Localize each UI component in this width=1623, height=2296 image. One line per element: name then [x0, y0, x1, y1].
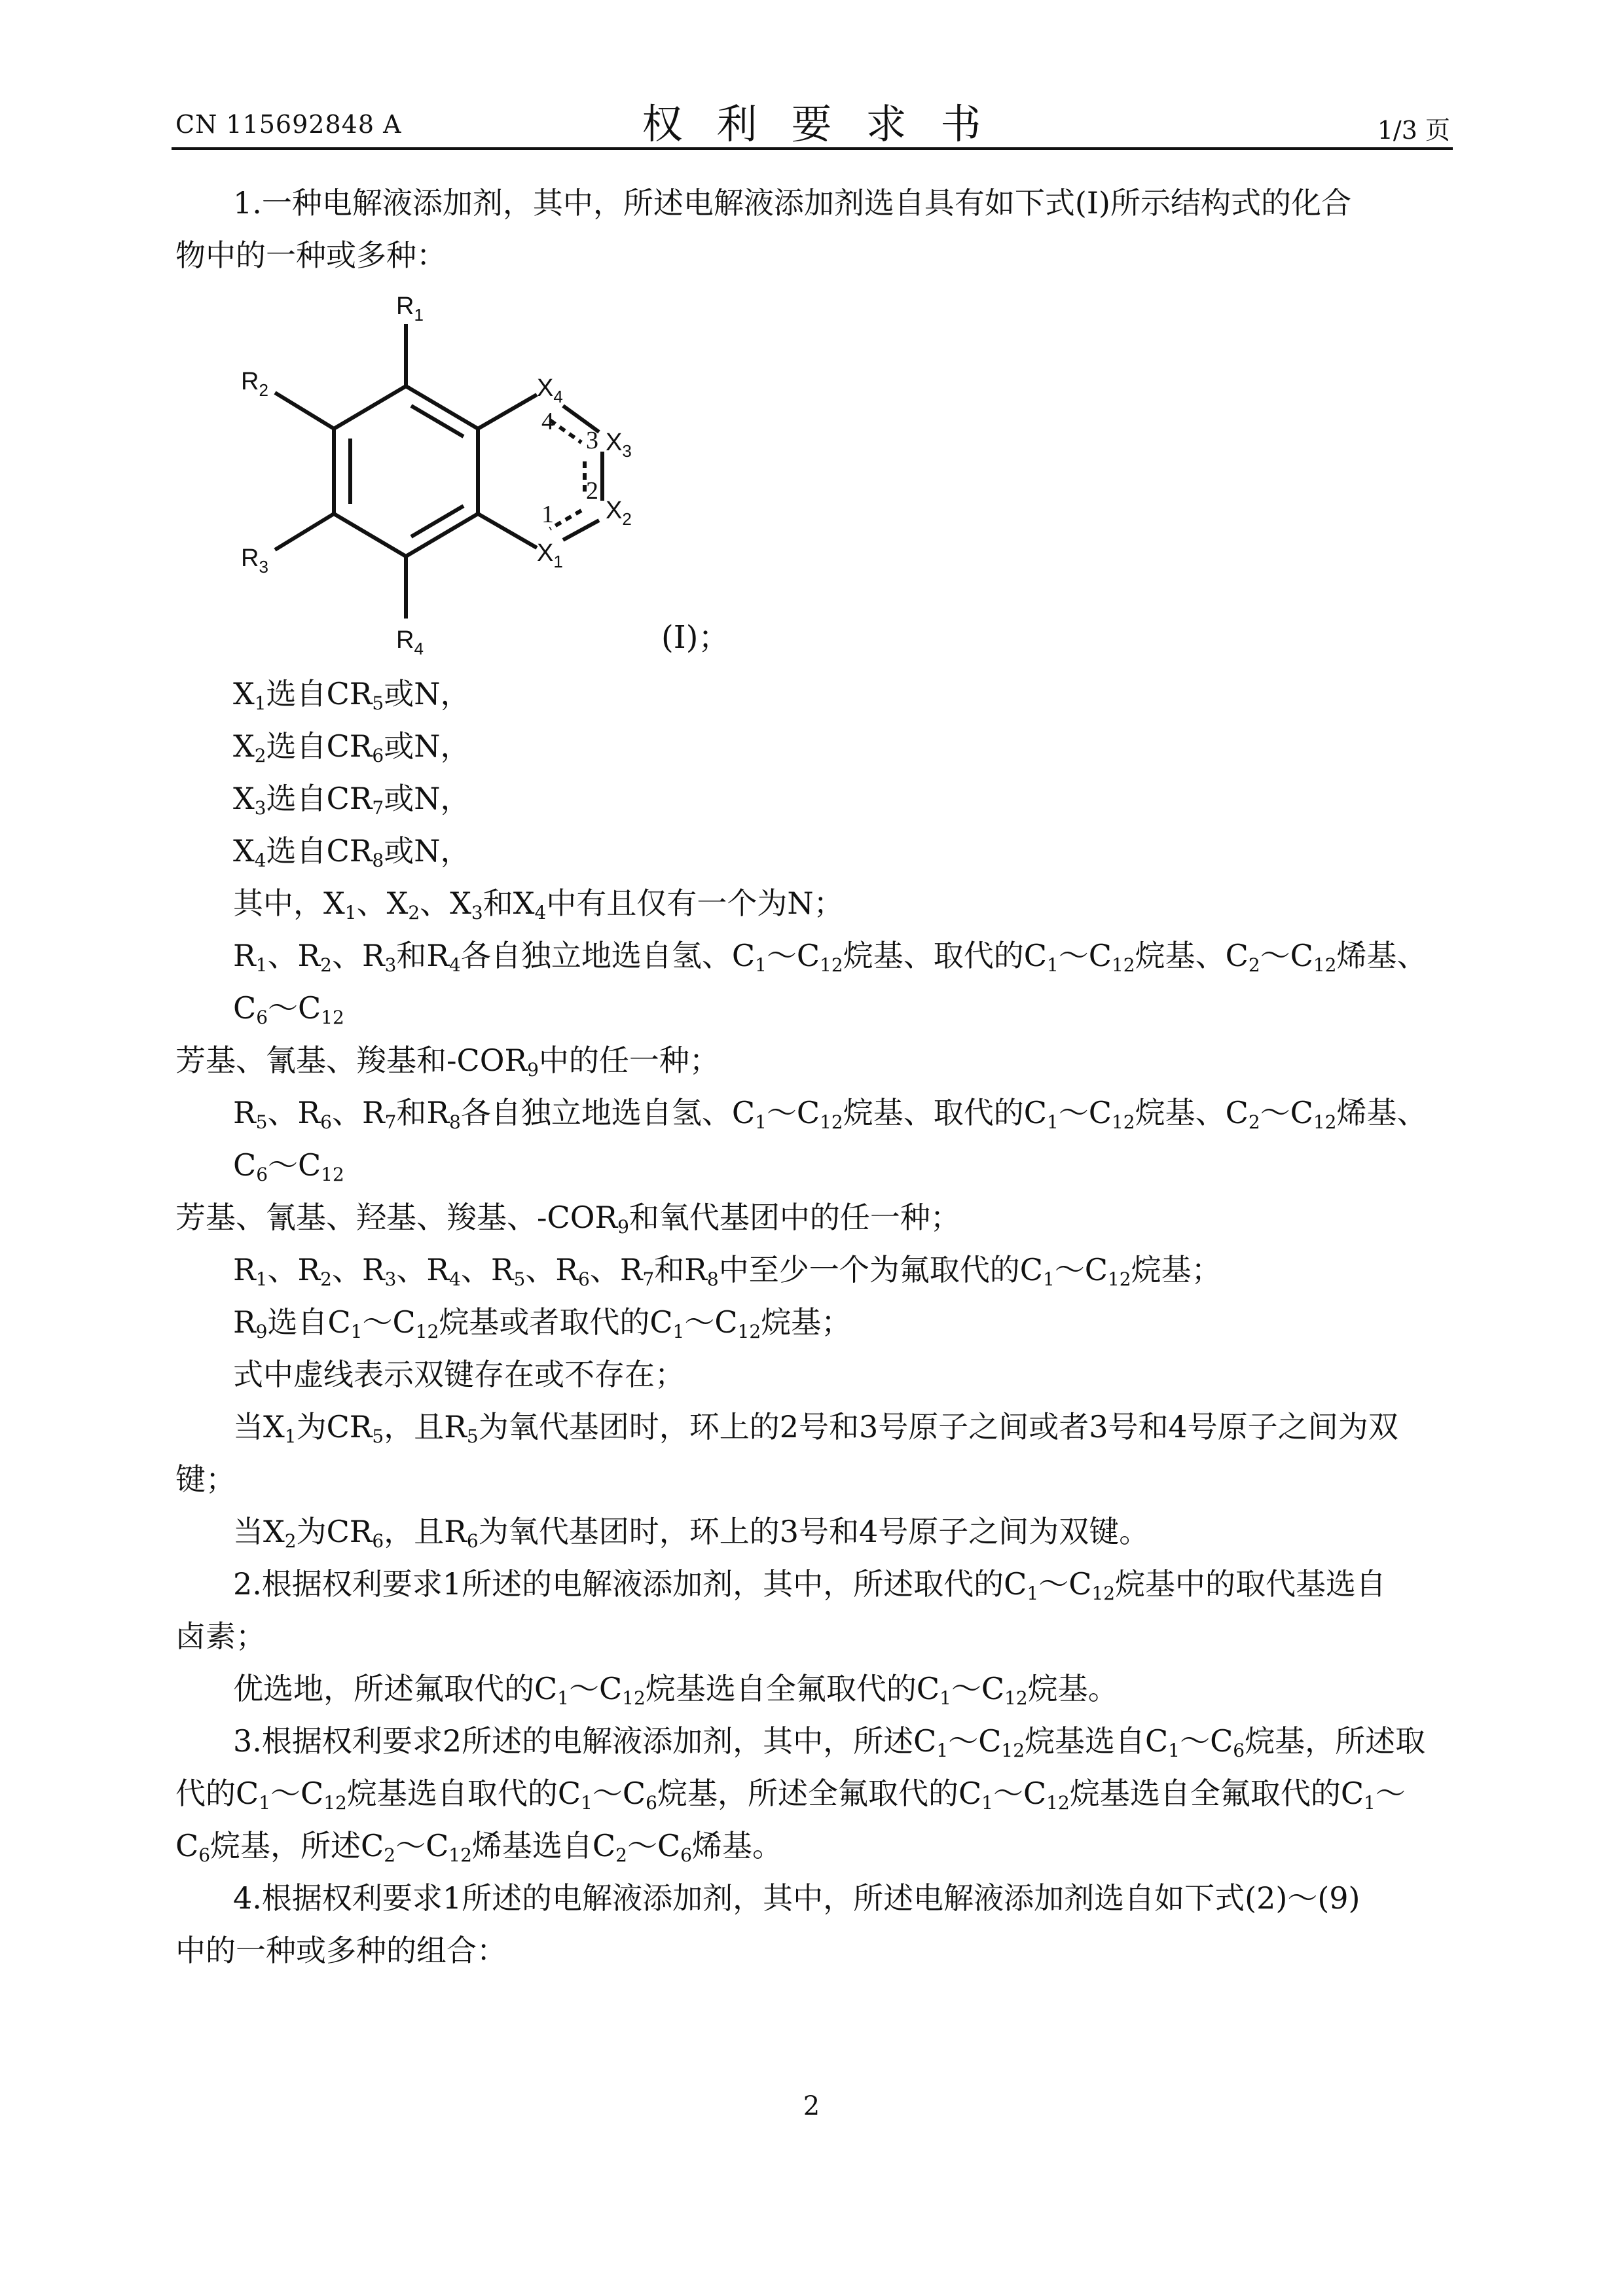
- label-X4: $X_4$: [537, 374, 563, 406]
- text-run: ～C: [1058, 1095, 1112, 1130]
- subscript: 6: [466, 1530, 479, 1552]
- bond-dashed: [550, 420, 581, 442]
- text-run: 烷基；: [761, 1304, 852, 1340]
- text-run: 和X: [483, 886, 535, 921]
- subscript: 12: [737, 1321, 761, 1342]
- text-run: ～C: [268, 990, 321, 1026]
- subscript: 5: [372, 1426, 384, 1447]
- subscript: 1: [344, 902, 357, 924]
- subscript: 1: [350, 1321, 363, 1342]
- header-page-of: 1/3 页: [1377, 116, 1450, 145]
- text-run: ，且R: [384, 1409, 467, 1444]
- text-run: ～C: [993, 1776, 1047, 1811]
- subscript: 12: [1313, 1111, 1337, 1133]
- text-run: 和R: [654, 1252, 707, 1287]
- line-when1-b: [175, 1453, 1457, 1505]
- text-run: R: [233, 1252, 256, 1287]
- text-run: R: [233, 938, 256, 973]
- label-num-2: 2: [586, 477, 598, 505]
- text-run: 和氧代基团中的任一种；: [629, 1200, 960, 1235]
- text-run: 各自独立地选自氢、C: [460, 938, 756, 973]
- label-X1: $X_1$: [537, 539, 563, 571]
- subscript: 6: [1233, 1740, 1245, 1761]
- text-run: 卤素；: [175, 1619, 266, 1654]
- text-run: 键；: [175, 1462, 236, 1497]
- subscript: 6: [646, 1792, 657, 1814]
- subscript: 7: [384, 1111, 397, 1133]
- text-run: ～C: [766, 1095, 820, 1130]
- text-run: 代的C: [175, 1776, 259, 1811]
- structure-svg: [223, 275, 759, 668]
- subscript: 3: [471, 902, 483, 924]
- text-run: 、R: [589, 1252, 643, 1287]
- subscript: 1: [284, 1426, 297, 1447]
- subscript: 12: [323, 1792, 347, 1814]
- subscript: 1: [755, 1111, 767, 1133]
- subscript: 1: [581, 1792, 593, 1814]
- bond-x4: [478, 395, 537, 429]
- text-run: ～C: [1054, 1252, 1108, 1287]
- text-run: 3.根据权利要求2所述的电解液添加剂，其中，所述C: [233, 1723, 937, 1759]
- def-x4: $X_4$选自$CR_8$或N，: [233, 833, 471, 871]
- bond-dashed: [550, 511, 581, 529]
- subscript: 1: [255, 954, 268, 976]
- subscript: 9: [527, 1059, 539, 1081]
- def-x1: $X_1$选自$CR_5$或N，: [233, 676, 471, 714]
- subscript: 12: [1004, 1687, 1028, 1709]
- line-r14-b: [175, 1034, 1457, 1086]
- label-X3: $X_3$: [606, 429, 632, 461]
- text-run: 烷基选自取代的C: [346, 1776, 581, 1811]
- text-run: 式中虚线表示双键存在或不存在；: [233, 1357, 685, 1392]
- subscript: 1: [939, 1687, 951, 1709]
- structure-formula-I: [223, 275, 759, 668]
- subscript: 1: [981, 1792, 993, 1814]
- text-run: 烷基、取代的C: [843, 938, 1047, 973]
- subscript: 12: [1111, 1111, 1135, 1133]
- subscript: 9: [617, 1216, 629, 1238]
- text-run: R: [233, 1304, 256, 1340]
- text-run: 和R: [396, 1095, 450, 1130]
- subscript: 12: [820, 954, 843, 976]
- text-run: 烷基选自C: [1025, 1723, 1169, 1759]
- text-run: 烯基、C: [233, 1095, 1427, 1183]
- subscript: 1: [1168, 1740, 1180, 1761]
- text-run: 、R: [460, 1252, 514, 1287]
- label-num-1: 1: [541, 501, 554, 528]
- subscript: 1: [1027, 1583, 1039, 1604]
- subscript: 1: [1364, 1792, 1376, 1814]
- subscript: 12: [820, 1111, 843, 1133]
- text-run: 中至少一个为氟取代的C: [718, 1252, 1043, 1287]
- text-run: 、R: [331, 1252, 385, 1287]
- text-run: 芳基、氰基、羧基和-COR: [175, 1043, 528, 1078]
- header-rule: [172, 147, 1453, 150]
- line-r58-a: [233, 1086, 1457, 1191]
- text-run: ～C: [268, 1147, 321, 1183]
- text-run: 当X: [233, 1514, 285, 1549]
- claims-body: [175, 668, 1457, 1977]
- text-run: ，且R: [384, 1514, 467, 1549]
- subscript: 2: [615, 1844, 627, 1866]
- subscript: 5: [255, 1111, 268, 1133]
- text-run: 中的一种或多种的组合：: [175, 1933, 507, 1968]
- bond-double: [411, 506, 464, 537]
- text-run: ～: [1375, 1776, 1406, 1811]
- subscript: 1: [936, 1740, 949, 1761]
- line-r14-a: [233, 929, 1457, 1034]
- text-run: ～C: [1058, 938, 1112, 973]
- bond-r2: [275, 393, 334, 429]
- text-run: 、X: [356, 886, 409, 921]
- text-run: 烷基。: [1027, 1671, 1118, 1706]
- text-run: 为氧代基团时，环上的2号和3号原子之间或者3号和4号原子之间为双: [478, 1409, 1398, 1444]
- bond: [334, 514, 406, 556]
- bond: [334, 386, 406, 429]
- subscript: 6: [680, 1844, 692, 1866]
- text-run: ～C: [1180, 1723, 1233, 1759]
- text-run: 、R: [267, 938, 321, 973]
- subscript: 3: [384, 954, 397, 976]
- line-c2-c: [233, 1662, 1457, 1715]
- label-num-3: 3: [586, 427, 598, 454]
- text-run: 烷基中的取代基选自: [1115, 1566, 1387, 1602]
- subscript: 1: [755, 954, 767, 976]
- line-r58-b: [175, 1191, 1457, 1244]
- line-when1-a: [233, 1401, 1457, 1453]
- text-run: ～C: [1260, 938, 1313, 973]
- claim1-intro: [175, 177, 1457, 281]
- text-run: ～C: [627, 1828, 681, 1863]
- text-run: 选自C: [267, 1304, 351, 1340]
- subscript: 1: [1046, 1111, 1059, 1133]
- subscript: 12: [1107, 1268, 1131, 1290]
- line-when2: [233, 1505, 1457, 1558]
- subscript: 6: [577, 1268, 590, 1290]
- def-x3: $X_3$选自$CR_7$或N，: [233, 781, 471, 819]
- text-run: 为氧代基团时，环上的3号和4号原子之间为双键。: [478, 1514, 1150, 1549]
- text-run: 烯基。: [691, 1828, 782, 1863]
- text-run: 、R: [267, 1095, 321, 1130]
- text-run: 烷基；: [1131, 1252, 1222, 1287]
- label-num-4: 4: [541, 408, 554, 435]
- bond-x2-x1: [563, 520, 599, 540]
- text-run: ～C: [948, 1723, 1002, 1759]
- text-run: 芳基、氰基、羟基、羧基、-COR: [175, 1200, 618, 1235]
- subscript: 2: [284, 1530, 297, 1552]
- text-run: 烯基、C: [233, 938, 1427, 1026]
- text-run: 烷基、取代的C: [843, 1095, 1047, 1130]
- structure-bonds: [275, 324, 602, 619]
- line-c4-b: [175, 1924, 1457, 1977]
- subscript: 12: [1046, 1792, 1070, 1814]
- subscript: 7: [642, 1268, 655, 1290]
- claim1-line-2: 物中的一种或多种：: [175, 238, 447, 273]
- label-R4: $R_4$: [396, 626, 424, 658]
- subscript: 1: [259, 1792, 271, 1814]
- line-dashed: [233, 1348, 1457, 1401]
- label-R3: $R_3$: [241, 545, 268, 577]
- line-c4-a: [233, 1872, 1457, 1924]
- formula-label: (I)；: [661, 619, 730, 656]
- text-run: 烷基选自全氟取代的C: [1069, 1776, 1364, 1811]
- subscript: 6: [256, 1007, 268, 1028]
- text-run: 、R: [396, 1252, 450, 1287]
- text-run: 、R: [267, 1252, 321, 1287]
- text-run: 2.根据权利要求1所述的电解液添加剂，其中，所述取代的C: [233, 1566, 1027, 1602]
- label-R1: $R_1$: [396, 293, 424, 325]
- subscript: 1: [1046, 954, 1059, 976]
- text-run: ～C: [951, 1671, 1005, 1706]
- label-R2: $R_2$: [241, 368, 268, 400]
- subscript: 6: [256, 1164, 268, 1185]
- text-run: ～C: [362, 1304, 416, 1340]
- text-run: 其中，X: [233, 886, 345, 921]
- subscript: 12: [1111, 954, 1135, 976]
- subscript: 5: [513, 1268, 526, 1290]
- bond-x1: [478, 514, 537, 548]
- subscript: 4: [449, 954, 461, 976]
- subscript: 12: [1001, 1740, 1025, 1761]
- text-run: 优选地，所述氟取代的C: [233, 1671, 558, 1706]
- text-run: 、R: [525, 1252, 578, 1287]
- text-run: ～C: [395, 1828, 449, 1863]
- text-run: ～C: [592, 1776, 646, 1811]
- line-c3-a: [233, 1715, 1457, 1767]
- text-run: 中的任一种；: [538, 1043, 720, 1078]
- subscript: 12: [321, 1164, 344, 1185]
- text-run: ～C: [1260, 1095, 1313, 1130]
- text-run: 、R: [331, 1095, 385, 1130]
- subscript: 2: [320, 1268, 332, 1290]
- text-run: 为CR: [296, 1409, 373, 1444]
- text-run: 和R: [396, 938, 450, 973]
- text-run: 烷基，所述C: [210, 1828, 384, 1863]
- subscript: 6: [372, 1530, 384, 1552]
- subscript: 4: [534, 902, 547, 924]
- claim1-line-1: 1.一种电解液添加剂，其中，所述电解液添加剂选自具有如下式(I)所示结构式的化合: [233, 185, 1351, 221]
- page-number: 2: [803, 2091, 820, 2121]
- text-run: 烷基选自全氟取代的C: [645, 1671, 940, 1706]
- text-run: ～C: [569, 1671, 623, 1706]
- subscript: 1: [1042, 1268, 1055, 1290]
- header-title: 权利要求书: [642, 100, 1015, 148]
- bond-double: [411, 406, 464, 437]
- text-run: 、R: [331, 938, 385, 973]
- text-run: 烯基选自C: [471, 1828, 616, 1863]
- subscript: 3: [384, 1268, 397, 1290]
- line-atleast: [233, 1244, 1457, 1296]
- text-run: 烷基或者取代的C: [439, 1304, 673, 1340]
- subscript: 12: [1091, 1583, 1116, 1604]
- subscript: 6: [320, 1111, 332, 1133]
- text-run: 烷基，所述全氟取代的C: [657, 1776, 982, 1811]
- header-pub-number: CN 115692848 A: [175, 110, 402, 139]
- subscript: 2: [320, 954, 332, 976]
- line-only-one-n: [233, 877, 1457, 929]
- text-run: ～C: [684, 1304, 738, 1340]
- bond-r3: [275, 514, 334, 550]
- subscript: 12: [1313, 954, 1337, 976]
- text-run: 4.根据权利要求1所述的电解液添加剂，其中，所述电解液添加剂选自如下式(2)～(9): [233, 1880, 1360, 1916]
- subscript: 2: [1248, 954, 1260, 976]
- subscript: 12: [415, 1321, 439, 1342]
- def-x2: $X_2$选自$CR_6$或N，: [233, 728, 471, 766]
- line-r9: [233, 1296, 1457, 1348]
- subscript: 1: [255, 1268, 268, 1290]
- text-run: 中有且仅有一个为N；: [546, 886, 844, 921]
- label-X2: $X_2$: [606, 497, 632, 529]
- subscript: 2: [1248, 1111, 1260, 1133]
- subscript: 9: [255, 1321, 268, 1342]
- subscript: 6: [198, 1844, 211, 1866]
- subscript: 12: [448, 1844, 472, 1866]
- text-run: R: [233, 1095, 256, 1130]
- subscript: 1: [557, 1687, 570, 1709]
- text-run: 各自独立地选自氢、C: [460, 1095, 756, 1130]
- text-run: 当X: [233, 1409, 285, 1444]
- structure-labels: [241, 293, 632, 658]
- text-run: 烷基，所述取: [1245, 1723, 1426, 1759]
- line-c3-b: [175, 1767, 1457, 1820]
- subscript: 5: [466, 1426, 479, 1447]
- structure-dashed-bonds: [550, 420, 585, 529]
- subscript: 2: [408, 902, 420, 924]
- subscript: 12: [622, 1687, 646, 1709]
- subscript: 1: [672, 1321, 685, 1342]
- text-run: 烷基、C: [1135, 1095, 1249, 1130]
- line-c3-c: [175, 1820, 1457, 1872]
- subscript: 4: [449, 1268, 461, 1290]
- subscript: 2: [384, 1844, 396, 1866]
- line-c2-b: [175, 1610, 1457, 1662]
- text-run: ～C: [1038, 1566, 1092, 1602]
- text-run: ～C: [766, 938, 820, 973]
- text-run: 、X: [420, 886, 471, 921]
- text-run: ～C: [270, 1776, 324, 1811]
- line-c2-a: [233, 1558, 1457, 1610]
- text-run: 烷基、C: [1135, 938, 1249, 973]
- text-run: 为CR: [296, 1514, 373, 1549]
- text-run: C: [175, 1828, 199, 1863]
- subscript: 12: [321, 1007, 344, 1028]
- subscript: 8: [449, 1111, 461, 1133]
- subscript: 8: [706, 1268, 719, 1290]
